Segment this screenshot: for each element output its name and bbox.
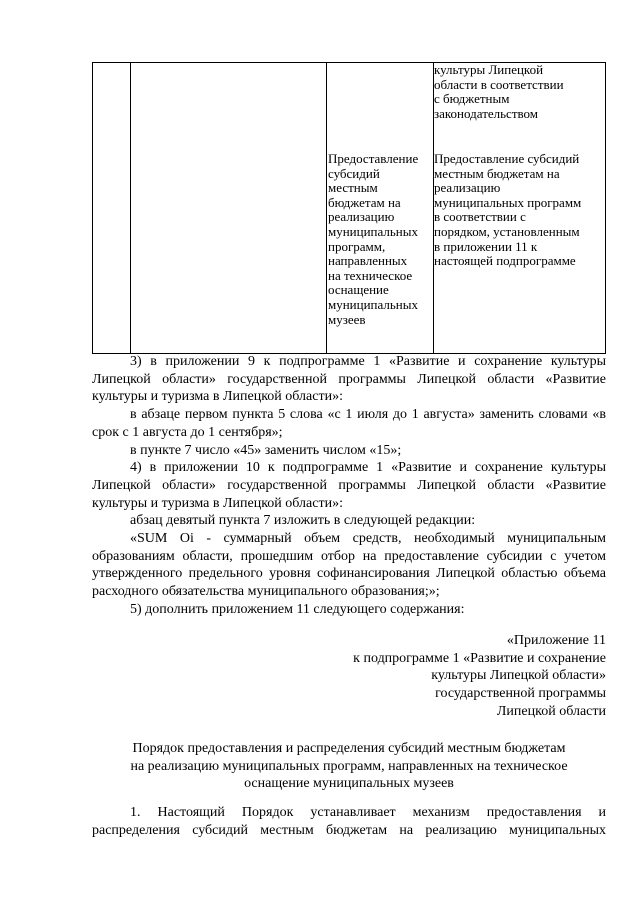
paragraph-sum-definition: «SUM Oi - суммарный объем средств, необходимый муниципальным образованиям области, прошедшим отбор на предоставление субсидии с учетом утвержденного предельного уровня софинансирования Липецкой областью объема расходного обязательства муниципального образования;»;: [92, 531, 606, 600]
procedure-item-1: 1. Настоящий Порядок устанавливает механизм предоставления и распределения субсидий местным бюджетам на реализацию муниципальных: [92, 805, 606, 838]
paragraph-item-3: 3) в приложении 9 к подпрограмме 1 «Развитие и сохранение культуры Липецкой области» государственной программы Липецкой области «Развитие культуры и туризма в Липецкой области»:: [92, 354, 606, 405]
paragraph-item-4: 4) в приложении 10 к подпрограмме 1 «Развитие и сохранение культуры Липецкой области» государственной программы Липецкой области «Развитие культуры и туризма в Липецкой области»:: [92, 460, 606, 511]
paragraph-item-5: 5) дополнить приложением 11 следующего содержания:: [130, 601, 465, 617]
table-cell-row1-col4: культуры Липецкой области в соответствии с бюджетным законодательством: [434, 62, 564, 121]
program-table: [92, 62, 606, 354]
amendment-text: [92, 353, 606, 619]
appendix-header: «Приложение 11 к подпрограмме 1 «Развитие и сохранение культуры Липецкой области» государственной программы Липецкой области: [353, 633, 606, 719]
table-column-divider: [326, 63, 327, 353]
section-title: Порядок предоставления и распределения субсидий местным бюджетам на реализацию муниципальных программ, направленных на техническое оснащение муниципальных музеев: [130, 741, 568, 792]
paragraph-item-5-change: в абзаце первом пункта 5 слова «с 1 июля до 1 августа» заменить словами «в срок с 1 августа до 1 сентября»;: [92, 407, 606, 440]
paragraph-item-7-change: в пункте 7 число «45» заменить числом «15»;: [130, 442, 402, 458]
table-column-divider: [130, 63, 131, 353]
table-cell-row2-col3: Предоставление субсидий местным бюджетам на реализацию муниципальных программ, направленных на техническое оснащение муниципальных музеев: [328, 151, 419, 327]
table-cell-row2-col4: Предоставление субсидий местным бюджетам на реализацию муниципальных программ в соответствии с порядком, установленным в приложении 11 к настоящей подпрограмме: [434, 151, 582, 269]
paragraph-item-7-paragraph-9: абзац девятый пункта 7 изложить в следующей редакции:: [130, 513, 476, 529]
